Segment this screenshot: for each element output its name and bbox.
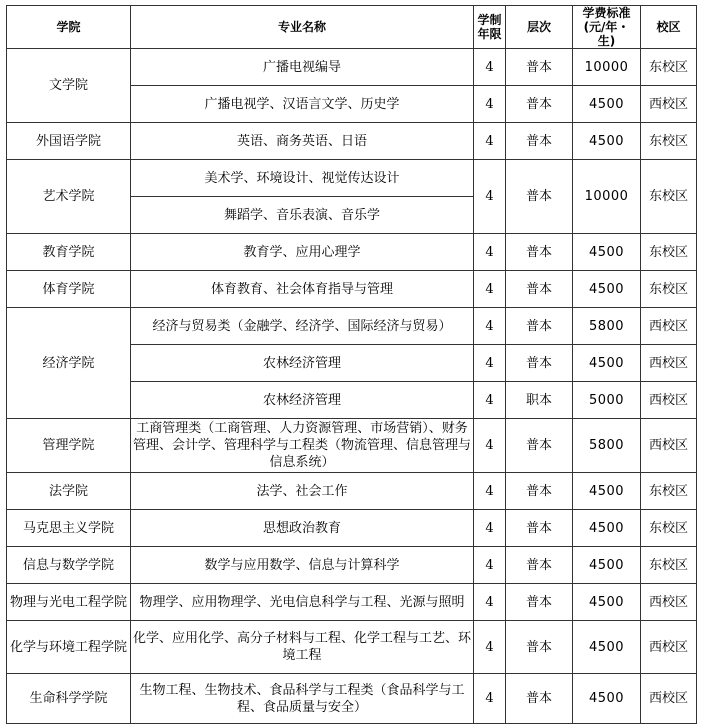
campus-cell: 西校区	[641, 382, 697, 419]
fee-cell: 4500	[573, 86, 641, 123]
years-cell: 4	[474, 271, 506, 308]
years-cell: 4	[474, 510, 506, 547]
campus-cell: 东校区	[641, 510, 697, 547]
fee-cell: 10000	[573, 160, 641, 234]
college-cell: 生命科学学院	[7, 674, 131, 724]
table-row	[7, 621, 697, 674]
header-row	[7, 6, 697, 49]
years-cell: 4	[474, 86, 506, 123]
level-cell: 普本	[506, 510, 573, 547]
campus-cell: 西校区	[641, 86, 697, 123]
major-cell: 农林经济管理	[131, 345, 474, 382]
campus-cell: 西校区	[641, 345, 697, 382]
major-cell: 舞蹈学、音乐表演、音乐学	[131, 197, 474, 234]
major-cell: 农林经济管理	[131, 382, 474, 419]
campus-cell: 东校区	[641, 473, 697, 510]
campus-cell: 西校区	[641, 308, 697, 345]
level-cell: 普本	[506, 674, 573, 724]
fee-cell: 4500	[573, 510, 641, 547]
campus-cell: 西校区	[641, 584, 697, 621]
campus-cell: 东校区	[641, 234, 697, 271]
level-cell: 普本	[506, 547, 573, 584]
level-cell: 普本	[506, 160, 573, 234]
campus-cell: 东校区	[641, 271, 697, 308]
years-cell: 4	[474, 123, 506, 160]
fee-cell: 5800	[573, 419, 641, 473]
college-cell: 管理学院	[7, 419, 131, 473]
level-cell: 普本	[506, 308, 573, 345]
table-row	[7, 674, 697, 724]
college-cell: 法学院	[7, 473, 131, 510]
years-cell: 4	[474, 547, 506, 584]
college-cell: 经济学院	[7, 308, 131, 419]
years-cell: 4	[474, 49, 506, 86]
campus-cell: 东校区	[641, 123, 697, 160]
years-cell: 4	[474, 345, 506, 382]
college-cell: 物理与光电工程学院	[7, 584, 131, 621]
fee-cell: 4500	[573, 674, 641, 724]
fee-cell: 4500	[573, 271, 641, 308]
header-fee	[573, 6, 641, 49]
campus-cell: 东校区	[641, 547, 697, 584]
table-row	[7, 473, 697, 510]
fee-cell: 4500	[573, 345, 641, 382]
major-cell: 思想政治教育	[131, 510, 474, 547]
major-cell: 广播电视编导	[131, 49, 474, 86]
table-row	[7, 308, 697, 345]
years-cell: 4	[474, 419, 506, 473]
college-cell: 体育学院	[7, 271, 131, 308]
major-cell: 化学、应用化学、高分子材料与工程、化学工程与工艺、环境工程	[131, 621, 474, 674]
header-college: 学院	[7, 6, 131, 49]
years-cell: 4	[474, 308, 506, 345]
fee-cell: 4500	[573, 547, 641, 584]
level-cell: 普本	[506, 473, 573, 510]
fee-cell: 4500	[573, 584, 641, 621]
major-cell: 英语、商务英语、日语	[131, 123, 474, 160]
college-cell: 化学与环境工程学院	[7, 621, 131, 674]
table-row	[7, 584, 697, 621]
fee-cell: 5000	[573, 382, 641, 419]
header-fee-line1: 学费标准	[582, 6, 631, 20]
years-cell: 4	[474, 160, 506, 234]
college-cell: 文学院	[7, 49, 131, 123]
years-cell: 4	[474, 473, 506, 510]
header-fee-line2: (元/年・生)	[583, 20, 630, 48]
level-cell: 职本	[506, 382, 573, 419]
level-cell: 普本	[506, 621, 573, 674]
campus-cell: 东校区	[641, 49, 697, 86]
major-cell: 体育教育、社会体育指导与管理	[131, 271, 474, 308]
header-campus: 校区	[641, 6, 697, 49]
fee-cell: 4500	[573, 473, 641, 510]
years-cell: 4	[474, 674, 506, 724]
level-cell: 普本	[506, 123, 573, 160]
years-cell: 4	[474, 234, 506, 271]
fee-cell: 4500	[573, 234, 641, 271]
major-cell: 生物工程、生物技术、食品科学与工程类（食品科学与工程、食品质量与安全）	[131, 674, 474, 724]
college-cell: 教育学院	[7, 234, 131, 271]
fee-cell: 5800	[573, 308, 641, 345]
major-cell: 工商管理类（工商管理、人力资源管理、市场营销）、财务管理、会计学、管理科学与工程类（物流管理、信息管理与信息系统）	[131, 419, 474, 473]
years-cell: 4	[474, 382, 506, 419]
level-cell: 普本	[506, 584, 573, 621]
college-cell: 马克思主义学院	[7, 510, 131, 547]
years-cell: 4	[474, 584, 506, 621]
major-cell: 广播电视学、汉语言文学、历史学	[131, 86, 474, 123]
level-cell: 普本	[506, 234, 573, 271]
level-cell: 普本	[506, 419, 573, 473]
major-cell: 教育学、应用心理学	[131, 234, 474, 271]
header-years-line2: 年限	[477, 27, 502, 41]
campus-cell: 西校区	[641, 419, 697, 473]
table-row	[7, 123, 697, 160]
table-row	[7, 234, 697, 271]
level-cell: 普本	[506, 86, 573, 123]
table-row	[7, 271, 697, 308]
campus-cell: 东校区	[641, 160, 697, 234]
header-years	[474, 6, 506, 49]
campus-cell: 西校区	[641, 621, 697, 674]
college-cell: 外国语学院	[7, 123, 131, 160]
fee-cell: 4500	[573, 621, 641, 674]
tuition-table	[6, 5, 697, 724]
major-cell: 物理学、应用物理学、光电信息科学与工程、光源与照明	[131, 584, 474, 621]
major-cell: 法学、社会工作	[131, 473, 474, 510]
table-row	[7, 49, 697, 86]
table-row	[7, 160, 697, 197]
fee-cell: 4500	[573, 123, 641, 160]
college-cell: 艺术学院	[7, 160, 131, 234]
header-years-line1: 学制	[477, 13, 502, 27]
level-cell: 普本	[506, 271, 573, 308]
campus-cell: 西校区	[641, 674, 697, 724]
table-row	[7, 547, 697, 584]
major-cell: 经济与贸易类（金融学、经济学、国际经济与贸易）	[131, 308, 474, 345]
header-level: 层次	[506, 6, 573, 49]
level-cell: 普本	[506, 345, 573, 382]
years-cell: 4	[474, 621, 506, 674]
table-row	[7, 419, 697, 473]
fee-cell: 10000	[573, 49, 641, 86]
major-cell: 美术学、环境设计、视觉传达设计	[131, 160, 474, 197]
major-cell: 数学与应用数学、信息与计算科学	[131, 547, 474, 584]
college-cell: 信息与数学学院	[7, 547, 131, 584]
header-major: 专业名称	[131, 6, 474, 49]
level-cell: 普本	[506, 49, 573, 86]
table-row	[7, 510, 697, 547]
